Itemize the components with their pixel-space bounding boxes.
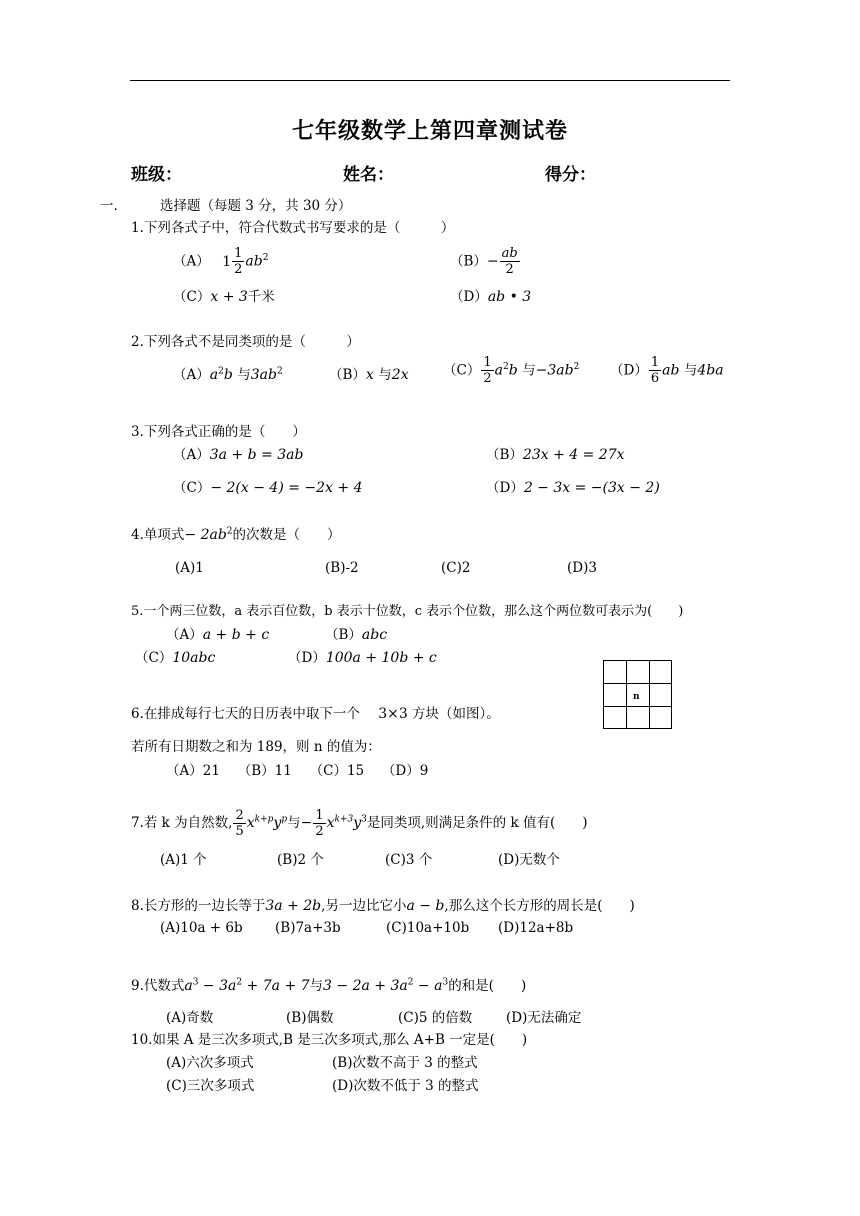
q9-option-d: (D)无法确定 bbox=[506, 1010, 582, 1026]
grid-line bbox=[626, 661, 627, 728]
q5-option-d bbox=[288, 649, 437, 667]
q2-c-mid: 与 bbox=[522, 362, 536, 379]
q9-s2: 2 bbox=[236, 977, 243, 988]
q1-option-d bbox=[450, 288, 531, 306]
q7-stem-pre: 7.若 k 为自然数, bbox=[131, 815, 233, 831]
q7-sign: − bbox=[300, 815, 313, 831]
q4-option-d: (D)3 bbox=[567, 560, 597, 576]
q6-options: （A）21 （B）11 （C）15 （D）9 bbox=[166, 763, 429, 779]
q6-stem-post: 方块（如图）。 bbox=[412, 706, 500, 722]
q7-e2b-sup: 3 bbox=[361, 814, 367, 825]
q2-d-expr1: ab bbox=[662, 362, 680, 379]
q3-a-expr: 3a + b = 3ab bbox=[209, 447, 304, 463]
q3-option-d bbox=[486, 479, 660, 497]
q4-option-b: (B)-2 bbox=[325, 560, 359, 576]
q2-option-a bbox=[173, 366, 283, 384]
q2-b-label: （B） bbox=[329, 367, 366, 383]
q7-frac1 bbox=[233, 808, 245, 839]
q7-f1-den: 5 bbox=[235, 824, 244, 839]
q1-stem: 1.下列各式子中，符合代数式书写要求的是（ ） bbox=[131, 220, 455, 236]
q9-option-c: (C)5 的倍数 bbox=[398, 1010, 473, 1026]
q9-stem-post: 的和是( ) bbox=[448, 978, 527, 994]
q1-a-tail: ab bbox=[245, 253, 263, 270]
q8-stem-pre: 8.长方形的一边长等于 bbox=[131, 898, 266, 914]
q2-option-c bbox=[443, 355, 579, 386]
q1-option-a bbox=[173, 246, 268, 277]
q3-option-a bbox=[173, 446, 303, 464]
q7-f2-den: 2 bbox=[315, 824, 324, 839]
q2-d-num: 1 bbox=[650, 355, 660, 370]
q3-a-label: （A） bbox=[173, 447, 210, 463]
name-label: 姓名： bbox=[343, 165, 394, 185]
q5-option-b bbox=[325, 626, 387, 644]
q7-e1b-sup: p bbox=[281, 814, 288, 825]
q1-a-sup: 2 bbox=[262, 252, 269, 263]
q5-option-a bbox=[166, 626, 269, 644]
q6-stem bbox=[131, 705, 500, 723]
grid-center-label: n bbox=[633, 692, 640, 702]
q9-e1c: + 7a + 7 bbox=[242, 978, 310, 994]
q9-e2a: 3 − 2a + 3a bbox=[323, 978, 408, 994]
q9-s1: 3 bbox=[192, 977, 199, 988]
class-label: 班级： bbox=[131, 165, 182, 185]
q9-s4: 3 bbox=[442, 977, 449, 988]
q5-option-c bbox=[135, 649, 215, 667]
q8-option-b: (B)7a+3b bbox=[275, 920, 341, 936]
q4-stem bbox=[131, 526, 341, 544]
score-label: 得分： bbox=[545, 165, 596, 185]
q2-c-expr2: −3ab bbox=[535, 362, 574, 379]
q9-stem bbox=[131, 977, 526, 995]
q1-c-expr: x + 3 bbox=[210, 289, 248, 305]
q8-stem bbox=[131, 897, 635, 915]
q9-e2b: − a bbox=[413, 978, 443, 994]
q2-a-expr1: a bbox=[209, 367, 219, 383]
q3-stem: 3.下列各式正确的是（ ） bbox=[131, 424, 306, 440]
q2-a-expr2: 3ab bbox=[250, 367, 277, 383]
q5-b-label: （B） bbox=[325, 627, 362, 643]
grid-line bbox=[649, 661, 650, 728]
q2-c-den: 2 bbox=[483, 371, 492, 386]
q2-c-num: 1 bbox=[483, 355, 492, 370]
q3-d-label: （D） bbox=[486, 480, 524, 496]
q1-option-b bbox=[450, 246, 521, 277]
q5-d-expr: 100a + 10b + c bbox=[325, 650, 437, 666]
q1-b-sign: − bbox=[486, 253, 499, 270]
q2-a-sup1: 2 bbox=[218, 366, 224, 377]
q3-b-label: （B） bbox=[486, 447, 523, 463]
grid-line bbox=[604, 683, 671, 684]
q7-f2-num: 1 bbox=[315, 808, 324, 823]
q2-c-label: （C） bbox=[443, 362, 481, 379]
q8-option-a: (A)10a + 6b bbox=[160, 920, 243, 936]
q1-option-c bbox=[173, 288, 275, 306]
q9-option-b: (B)偶数 bbox=[286, 1010, 334, 1026]
q2-d-mid: 与 bbox=[683, 362, 698, 379]
q1-b-den: 2 bbox=[505, 262, 514, 277]
q5-a-expr: a + b + c bbox=[202, 627, 270, 643]
q2-c-expr1b: b bbox=[508, 362, 518, 379]
q7-e2-sup: k+3 bbox=[334, 814, 354, 825]
section-number: 一. bbox=[100, 198, 118, 214]
q8-expr1: 3a + 2b bbox=[265, 898, 322, 914]
q2-a-label: （A） bbox=[173, 367, 210, 383]
q2-c-fraction bbox=[481, 355, 493, 386]
q2-d-expr2: 4ba bbox=[697, 362, 724, 379]
grid-line bbox=[604, 706, 671, 707]
q7-mid: 与 bbox=[287, 815, 301, 831]
q7-option-b: (B)2 个 bbox=[277, 852, 324, 868]
q5-c-expr: 10abc bbox=[172, 650, 216, 666]
q1-d-expr: ab • 3 bbox=[487, 289, 532, 305]
q9-e1b: − 3a bbox=[198, 978, 237, 994]
q7-option-a: (A)1 个 bbox=[160, 852, 207, 868]
q4-option-c: (C)2 bbox=[441, 560, 471, 576]
q2-c-expr1: a bbox=[494, 362, 503, 379]
q2-a-mid: 与 bbox=[237, 367, 251, 383]
q8-expr2: a − b bbox=[406, 898, 445, 914]
q9-mid: 与 bbox=[309, 978, 324, 994]
q7-stem bbox=[131, 808, 587, 839]
q3-option-b bbox=[486, 446, 625, 464]
q10-option-b: (B)次数不高于 3 的整式 bbox=[332, 1055, 478, 1071]
q8-option-d: (D)12a+8b bbox=[498, 920, 574, 936]
q5-a-label: （A） bbox=[166, 627, 203, 643]
q7-frac2 bbox=[313, 808, 325, 839]
top-rule bbox=[130, 80, 730, 81]
q6-stem-pre: 6.在排成每行七天的日历表中取下一个 bbox=[131, 706, 360, 722]
q7-option-c: (C)3 个 bbox=[385, 852, 433, 868]
q10-option-a: (A)六次多项式 bbox=[166, 1055, 254, 1071]
q2-b-expr2: 2x bbox=[391, 367, 409, 383]
q1-a-label: （A） bbox=[173, 253, 210, 270]
q9-stem-pre: 9.代数式 bbox=[131, 978, 185, 994]
q2-d-den: 6 bbox=[650, 371, 660, 386]
page-title: 七年级数学上第四章测试卷 bbox=[291, 119, 568, 144]
q8-stem-post: ,那么这个长方形的周长是( ) bbox=[444, 898, 635, 914]
q2-option-d bbox=[610, 355, 724, 386]
q4-stem-sup: 2 bbox=[226, 526, 233, 537]
q2-b-expr1: x bbox=[365, 367, 374, 383]
q2-c-sup2: 2 bbox=[573, 361, 580, 372]
q6-line2: 若所有日期数之和为 189，则 n 的值为： bbox=[131, 739, 381, 755]
q5-stem: 5.一个两三位数，a 表示百位数，b 表示十位数，c 表示个位数，那么这个两位数可表示为( ) bbox=[131, 604, 684, 619]
q1-b-fraction bbox=[500, 246, 520, 277]
q1-b-num: ab bbox=[501, 246, 518, 261]
q9-e1a: a bbox=[184, 978, 193, 994]
q1-c-label: （C） bbox=[173, 289, 211, 305]
q7-e1: x bbox=[246, 815, 255, 831]
q4-stem-post: 的次数是（ ） bbox=[232, 527, 341, 543]
q9-option-a: (A)奇数 bbox=[166, 1010, 214, 1026]
q2-option-b bbox=[329, 366, 409, 384]
q2-a-expr1b: b bbox=[223, 367, 233, 383]
q2-stem: 2.下列各式不是同类项的是（ ） bbox=[131, 334, 360, 350]
q3-option-c bbox=[173, 479, 363, 497]
q3-b-expr: 23x + 4 = 27x bbox=[522, 447, 625, 463]
q8-option-c: (C)10a+10b bbox=[386, 920, 470, 936]
q5-d-label: （D） bbox=[288, 650, 326, 666]
q8-stem-mid: ,另一边比它小 bbox=[321, 898, 407, 914]
q10-option-c: (C)三次多项式 bbox=[166, 1078, 255, 1094]
q5-b-expr: abc bbox=[361, 627, 388, 643]
q1-a-int: 1 bbox=[222, 253, 232, 270]
q7-f1-num: 2 bbox=[235, 808, 244, 823]
q9-s3: 2 bbox=[407, 977, 414, 988]
section-title: 选择题（每题 3 分，共 30 分） bbox=[160, 198, 352, 214]
q1-a-fraction bbox=[232, 246, 244, 277]
q2-a-sup2: 2 bbox=[276, 366, 283, 377]
q3-c-label: （C） bbox=[173, 480, 211, 496]
q2-d-label: （D） bbox=[610, 362, 648, 379]
q3-d-expr: 2 − 3x = −(3x − 2) bbox=[523, 480, 660, 496]
q7-stem-post: 是同类项,则满足条件的 k 值有( ) bbox=[366, 815, 588, 831]
q5-c-label: （C） bbox=[135, 650, 173, 666]
q6-stem-expr: 3×3 bbox=[378, 706, 408, 722]
q2-c-sup1: 2 bbox=[502, 361, 509, 372]
q1-d-label: （D） bbox=[450, 289, 488, 305]
q1-b-label: （B） bbox=[450, 253, 487, 270]
q7-e2b: y bbox=[353, 815, 362, 831]
q2-d-fraction bbox=[649, 355, 661, 386]
q7-e2: x bbox=[326, 815, 335, 831]
q10-stem: 10.如果 A 是三次多项式,B 是三次多项式,那么 A+B 一定是( ) bbox=[131, 1032, 528, 1048]
q4-stem-expr: − 2ab bbox=[184, 527, 227, 543]
q3-c-expr: − 2(x − 4) = −2x + 4 bbox=[210, 480, 363, 496]
q4-option-a: (A)1 bbox=[175, 560, 204, 576]
q1-c-tail: 千米 bbox=[247, 289, 275, 305]
q7-e1b: y bbox=[273, 815, 282, 831]
q7-e1-sup: k+p bbox=[254, 814, 274, 825]
q4-stem-pre: 4.单项式 bbox=[131, 527, 185, 543]
q1-a-den: 2 bbox=[234, 262, 243, 277]
q1-a-num: 1 bbox=[234, 246, 243, 261]
q7-option-d: (D)无数个 bbox=[498, 852, 560, 868]
q2-b-mid: 与 bbox=[378, 367, 392, 383]
q10-option-d: (D)次数不低于 3 的整式 bbox=[332, 1078, 479, 1094]
